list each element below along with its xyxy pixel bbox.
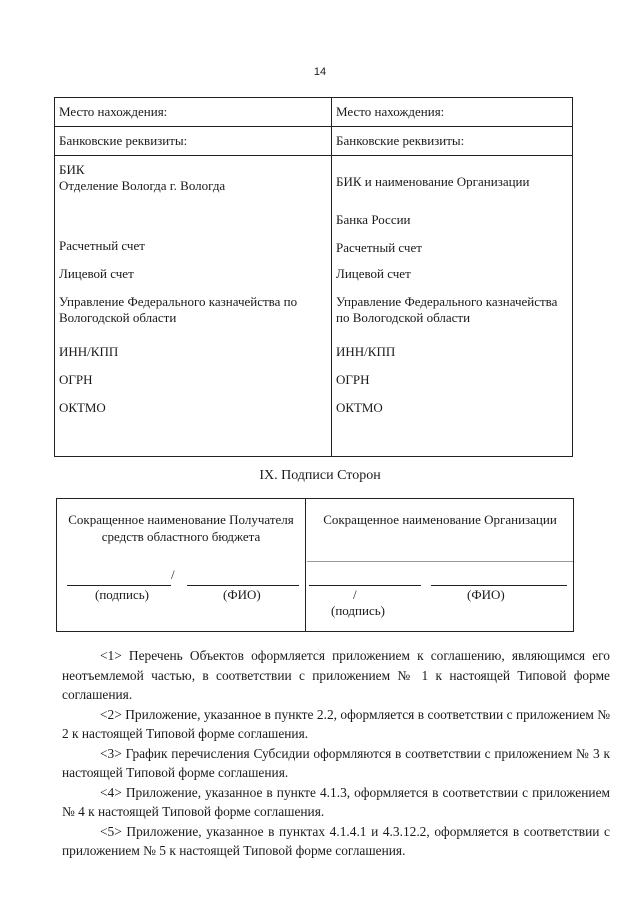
requisites-body-row bbox=[55, 156, 573, 457]
ogrn-left: ОГРН bbox=[59, 372, 93, 387]
page-number: 14 bbox=[313, 66, 327, 78]
signature-label-left: (подпись) bbox=[95, 587, 149, 602]
fio-label-right: (ФИО) bbox=[467, 587, 505, 602]
signature-label-right: (подпись) bbox=[331, 603, 385, 618]
section-title: IX. Подписи Сторон bbox=[259, 468, 381, 483]
personal-account-left: Лицевой счет bbox=[59, 266, 134, 281]
ogrn-right: ОГРН bbox=[336, 372, 370, 387]
inn-kpp-right: ИНН/КПП bbox=[336, 344, 396, 359]
bik-right: БИК и наименование Организации bbox=[336, 174, 530, 189]
personal-account-right: Лицевой счет bbox=[336, 266, 411, 281]
bank-label-right: Банковские реквизиты: bbox=[332, 127, 573, 156]
slash-left: / bbox=[171, 567, 175, 582]
left-org-name: Сокращенное наименование Получателя средств областного бюджета bbox=[68, 512, 294, 544]
requisites-left-cell bbox=[55, 156, 332, 457]
signature-line-right bbox=[309, 585, 421, 586]
bank-row bbox=[55, 127, 573, 156]
signatures-divider bbox=[305, 499, 306, 631]
footnote-3: <3> График перечисления Субсидии оформляются в соответствии с приложением № 3 к настоящей Типовой форме соглашения. bbox=[62, 745, 610, 780]
slash-right: / bbox=[353, 587, 357, 602]
requisites-table bbox=[54, 97, 573, 457]
footnote-1: <1> Перечень Объектов оформляется приложением к соглашению, являющимся его неотъемлемой частью, в соответствии с приложением № 1 к настоящей Типовой форме соглашения. bbox=[62, 648, 610, 702]
footnote-2: <2> Приложение, указанное в пункте 2.2, оформляется в соответствии с приложением № 2 к настоящей Типовой форме соглашения. bbox=[62, 706, 610, 741]
fio-line-left bbox=[187, 585, 299, 586]
right-header-divider bbox=[307, 561, 573, 562]
location-label-left: Место нахождения: bbox=[55, 98, 332, 127]
account-right: Расчетный счет bbox=[336, 240, 422, 255]
location-row bbox=[55, 98, 573, 127]
inn-kpp-left: ИНН/КПП bbox=[59, 344, 119, 359]
bank-label-left: Банковские реквизиты: bbox=[55, 127, 332, 156]
bik-left: БИК bbox=[59, 162, 85, 177]
oktmo-right: ОКТМО bbox=[336, 400, 383, 415]
footnote-4: <4> Приложение, указанное в пункте 4.1.3, оформляется в соответствии с приложением № 4 к настоящей Типовой форме соглашения. bbox=[62, 784, 610, 819]
branch-left: Отделение Вологда г. Вологда bbox=[59, 178, 226, 193]
account-left: Расчетный счет bbox=[59, 238, 145, 253]
right-org-name: Сокращенное наименование Организации bbox=[323, 512, 557, 527]
fio-line-right bbox=[431, 585, 567, 586]
signature-line-left bbox=[67, 585, 171, 586]
bank-right: Банка России bbox=[336, 212, 411, 227]
treasury-right: Управление Федерального казначейства по Вологодской области bbox=[336, 294, 558, 325]
footnote-5: <5> Приложение, указанное в пунктах 4.1.4.1 и 4.3.12.2, оформляется в соответствии с приложением № 5 к настоящей Типовой форме соглашения. bbox=[62, 823, 610, 858]
signatures-table bbox=[56, 498, 574, 632]
fio-label-left: (ФИО) bbox=[223, 587, 261, 602]
oktmo-left: ОКТМО bbox=[59, 400, 106, 415]
location-label-right: Место нахождения: bbox=[332, 98, 573, 127]
footnotes bbox=[62, 646, 610, 861]
treasury-left: Управление Федерального казначейства по Вологодской области bbox=[59, 294, 298, 325]
requisites-right-cell bbox=[332, 156, 573, 457]
